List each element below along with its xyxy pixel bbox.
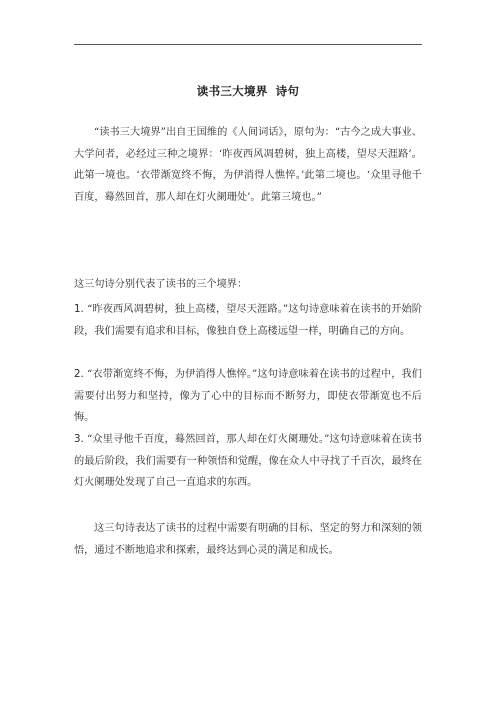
- list-item-text: “众里寻他千百度，蓦然回首，那人却在灯火阑珊处。”这句诗意味着在读书的最后阶段，我们需要有一种领悟和觉醒，像在众人中寻找了千百次，最终在灯火阑珊处发现了自己一直追求的东西。: [74, 434, 422, 488]
- opening-paragraph: “读书三大境界”出自王国维的《人间词话》，原句为：“古今之成大事业、大学问者，必经过三种之境界：‘昨夜西风凋碧树，独上高楼，望尽天涯路’。此第一境也。‘衣带渐宽终不悔，为伊消得人憔悴。’此第二境也。‘众里寻他千百度，蓦然回首，那人却在灯火阑珊处’。此第三境也。”: [74, 127, 422, 203]
- title-sub: 诗句: [275, 84, 300, 98]
- list-item-number: 3.: [74, 434, 84, 445]
- intro-line: 这三句诗分别代表了读书的三个境界：: [74, 279, 248, 290]
- list-item: [74, 364, 422, 429]
- conclusion-paragraph: 这三句诗表达了读书的过程中需要有明确的目标、坚定的努力和深刻的领悟，通过不断地追求和探索，最终达到心灵的满足和成长。: [74, 523, 422, 556]
- list-item-number: 1.: [74, 304, 84, 315]
- list-item: [74, 299, 422, 342]
- header-rule: [74, 44, 422, 45]
- title-main: 读书三大境界: [196, 84, 268, 98]
- list-item-number: 2.: [74, 369, 84, 380]
- list-item: [74, 429, 422, 494]
- list-item-text: “昨夜西风凋碧树，独上高楼，望尽天涯路。”这句诗意味着在读书的开始阶段，我们需要有追求和目标，像独自登上高楼远望一样，明确自己的方向。: [74, 304, 422, 337]
- document-title: [74, 83, 422, 99]
- list-item-text: “衣带渐宽终不悔，为伊消得人憔悴。”这句诗意味着在读书的过程中，我们需要付出努力和坚持，像为了心中的目标而不断努力，即使衣带渐宽也不后悔。: [74, 369, 422, 423]
